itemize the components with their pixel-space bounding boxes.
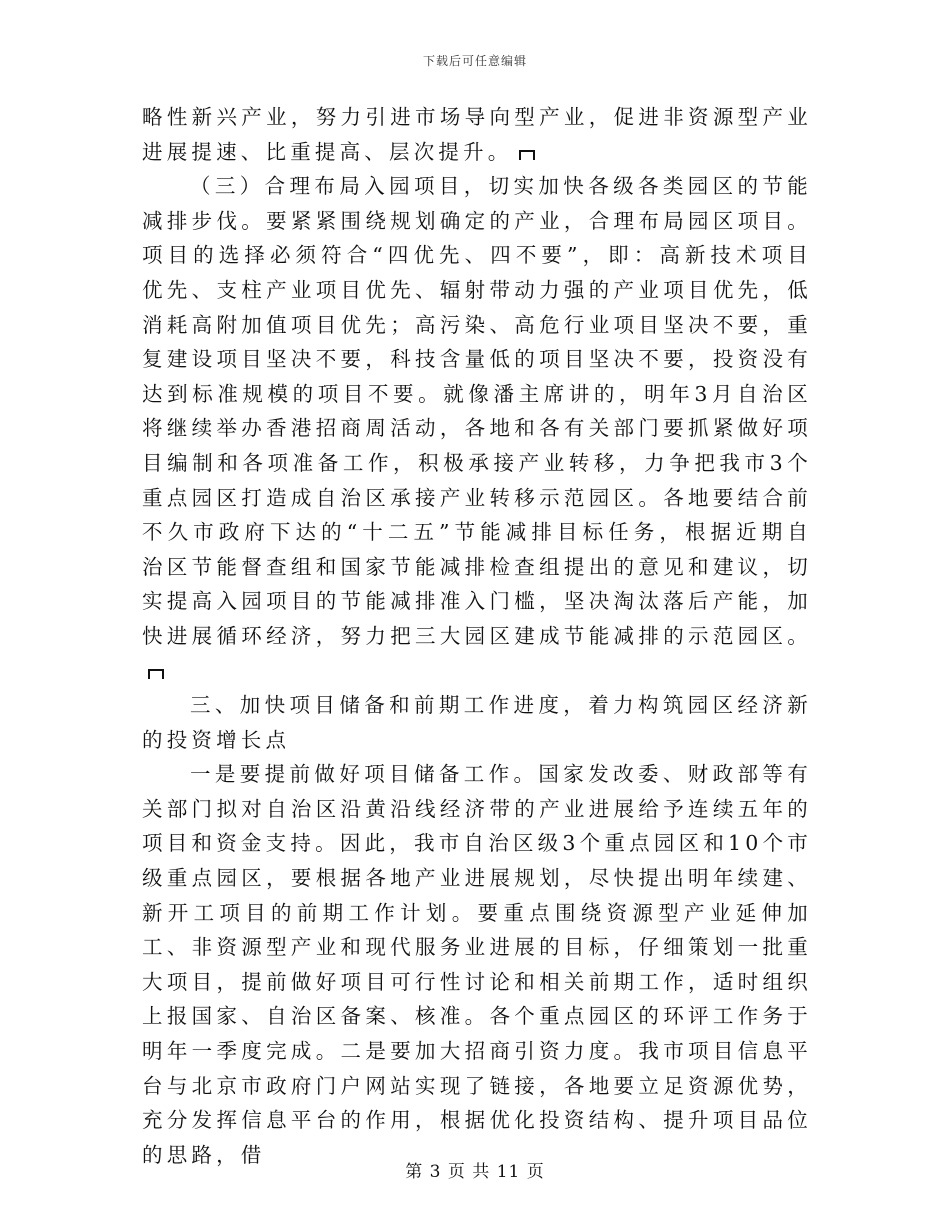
document-body	[142, 100, 812, 1172]
page-header: 下载后可任意编辑	[422, 54, 527, 68]
section-heading: 三、加快项目储备和前期工作进度，着力构筑园区经济新的投资增长点	[142, 693, 812, 752]
paragraph-text: （三）合理布局入园项目，切实加快各级各类园区的节能减排步伐。要紧紧围绕规划确定的产业，合理布局园区项目。项目的选择必须符合“四优先、四不要”，即：高新技术项目优先、支柱产业项目优先、辐射带动力强的产业项目优先，低消耗高附加值项目优先；高污染、高危行业项目坚决不要，重复建设项目坚决不要，科技含量低的项目坚决不要，投资没有达到标准规模的项目不要。就像潘主席讲的，明年3月自治区将继续举办香港招商周活动，各地和各有关部门要抓紧做好项目编制和各项准备工作，积极承接产业转移，力争把我市3个重点园区打造成自治区承接产业转移示范园区。各地要结合前不久市政府下达的“十二五”节能减排目标任务，根据近期自治区节能督查组和国家节能减排检查组提出的意见和建议，切实提高入园项目的节能减排准入门槛，坚决淘汰落后产能，加快进展循环经济，努力把三大园区建成节能减排的示范园区。	[142, 174, 812, 648]
paragraph-continuation	[142, 100, 812, 169]
paragraph-mark-icon	[148, 669, 164, 679]
paragraph-section-3	[142, 169, 812, 688]
paragraph-mark-icon	[519, 150, 535, 160]
paragraph-project-reserve: 一是要提前做好项目储备工作。国家发改委、财政部等有关部门拟对自治区沿黄沿线经济带的产业进展给予连续五年的项目和资金支持。因此，我市自治区级3个重点园区和10个市级重点园区，要根据各地产业进展规划，尽快提出明年续建、新开工项目的前期工作计划。要重点围绕资源型产业延伸加工、非资源型产业和现代服务业进展的目标，仔细策划一批重大项目，提前做好项目可行性讨论和相关前期工作，适时组织上报国家、自治区备案、核准。各个重点园区的环评工作务于明年一季度完成。二是要加大招商引资力度。我市项目信息平台与北京市政府门户网站实现了链接，各地要立足资源优势，充分发挥信息平台的作用，根据优化投资结构、提升项目品位的思路，借	[142, 762, 812, 1167]
paragraph-text: 略性新兴产业，努力引进市场导向型产业，促进非资源型产业进展提速、比重提高、层次提升。	[142, 105, 812, 164]
page-number: 第 3 页 共 11 页	[405, 1162, 545, 1182]
